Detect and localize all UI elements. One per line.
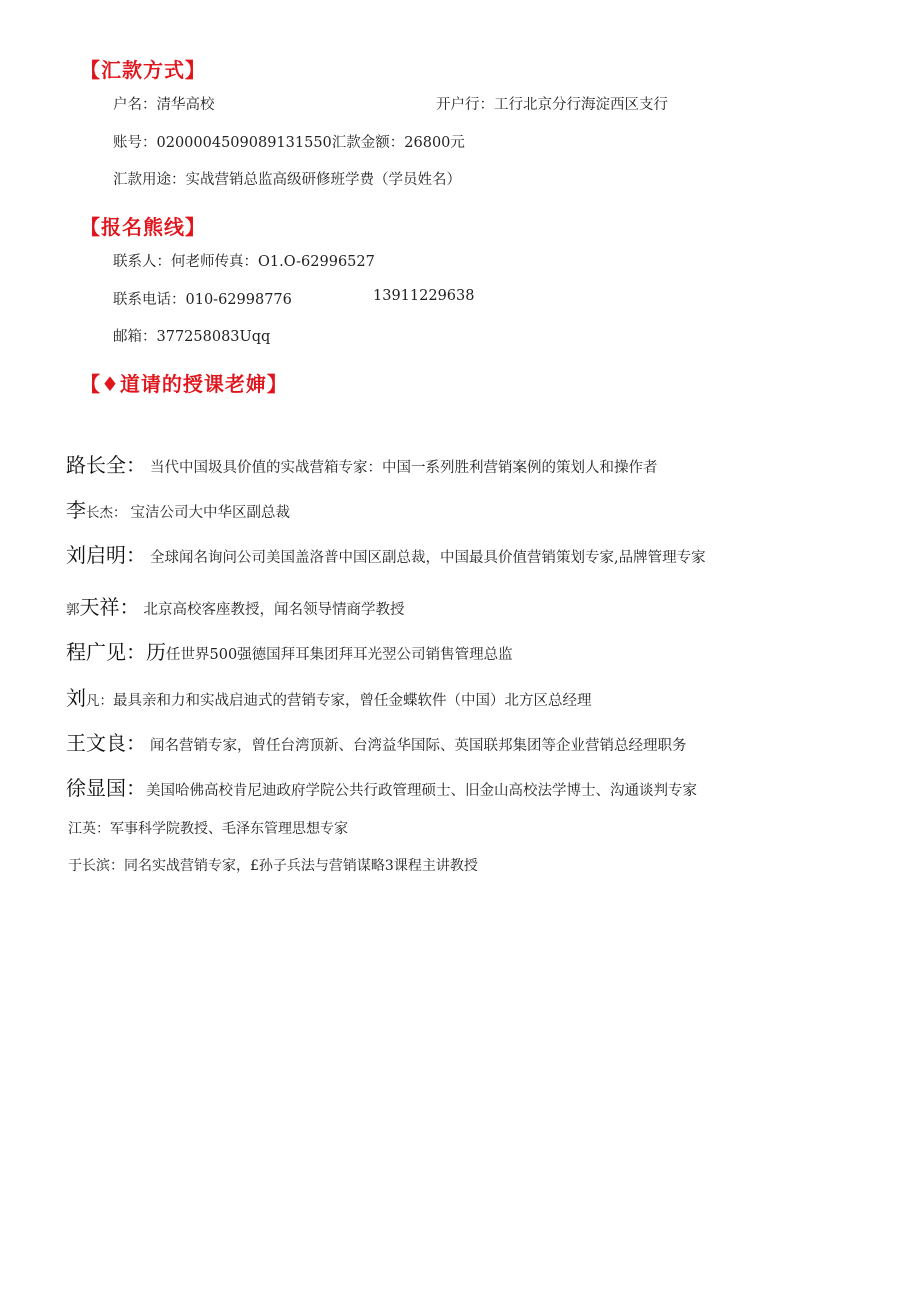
bank-name: 开户行：工行北京分行海淀西区支行	[436, 97, 668, 113]
teacher-row: 于长滨：同名实战营销专家，£孙子兵法与营销谋略3课程主讲教授	[68, 858, 478, 874]
contact-email: 邮箱：377258083Uqq	[113, 329, 271, 345]
teacher-name: 刘启明：	[66, 543, 146, 567]
teacher-name-rest: 凡：	[86, 693, 113, 709]
teacher-name-rest: 长杰：	[86, 505, 127, 521]
teacher-desc: 闻名营销专家，曾任台湾顶新、台湾益华国际、英国联邦集团等企业营销总经理职务	[150, 738, 687, 754]
teacher-name: 李	[66, 498, 86, 522]
teacher-row	[66, 449, 658, 478]
remit-purpose: 汇款用途：实战营销总监高级研修班学费（学员姓名）	[113, 172, 461, 188]
teacher-desc: 北京高校客座教授，闻名领导情商学教授	[143, 602, 405, 618]
teachers-heading: 【♦道请的授课老婶】	[80, 372, 288, 396]
teacher-name-prefix: 郭	[66, 602, 80, 618]
teacher-desc: 任世界500强德国拜耳集团拜耳光翌公司销售管理总监	[166, 647, 513, 663]
teacher-row	[66, 539, 706, 568]
teacher-name: 王文良：	[66, 731, 146, 755]
contact-fax: 联系人：何老师传真：O1.O-62996527	[113, 254, 375, 270]
contact-mobile: 13911229638	[373, 288, 475, 304]
teacher-desc: 美国哈佛高校肯尼迪政府学院公共行政管理硕士、旧金山高校法学博士、沟通谈判专家	[146, 783, 697, 799]
teacher-row	[66, 727, 687, 756]
teacher-row: 江英：军事科学院教授、毛泽东管理思想专家	[68, 821, 348, 837]
teacher-name: 天祥：	[79, 595, 140, 619]
remit-heading: 【汇款方式】	[80, 58, 206, 82]
teacher-desc: 最具亲和力和实战启迪式的营销专家，曾任金蝶软件（中国）北方区总经理	[113, 693, 592, 709]
teacher-name: 刘	[66, 686, 86, 710]
teacher-name: 徐显国：	[66, 776, 146, 800]
account-name: 户名：清华高校	[113, 97, 215, 113]
teacher-row	[66, 682, 592, 711]
signup-heading: 【报名熊线】	[80, 215, 206, 239]
teacher-row	[66, 636, 513, 665]
teacher-desc: 全球闻名询问公司美国盖洛普中国区副总裁，中国最具价值营销策划专家,品牌管理专家	[150, 550, 706, 566]
teacher-desc: 宝洁公司大中华区副总裁	[130, 505, 290, 521]
teacher-row	[66, 772, 697, 801]
teacher-name: 路长全：	[66, 453, 146, 477]
contact-phone: 联系电话：010-62998776	[113, 292, 292, 308]
teacher-desc: 当代中国圾具价值的实战营箱专家：中国一系列胜利营销案例的策划人和操作者	[150, 460, 658, 476]
account-number-amount: 账号：0200004509089131550汇款金额：26800元	[113, 135, 465, 151]
teacher-name: 程广见：历	[66, 640, 166, 664]
teacher-row	[66, 494, 290, 523]
teacher-row	[66, 591, 405, 620]
